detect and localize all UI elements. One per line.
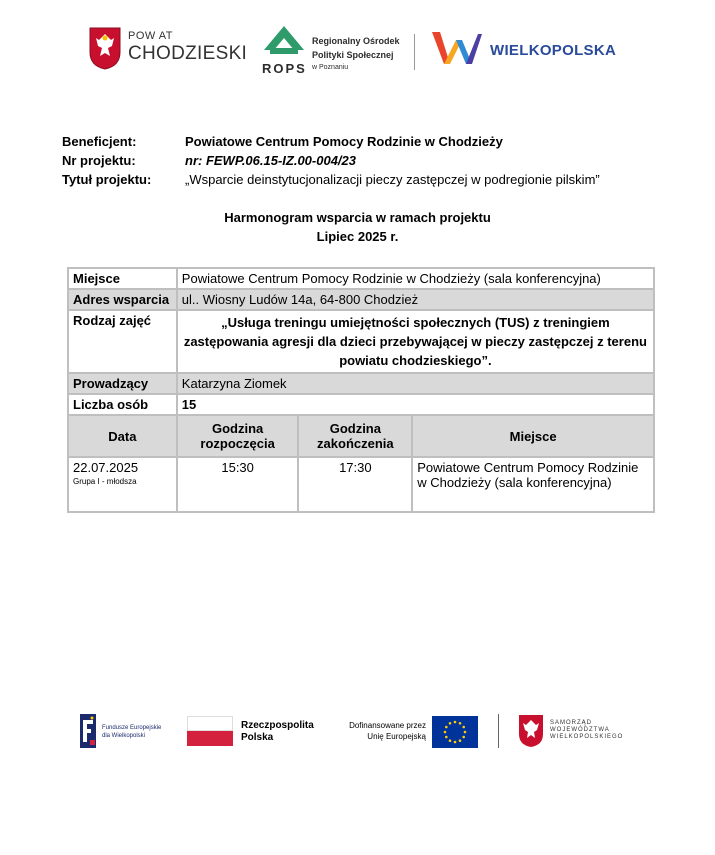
fe-text <box>102 724 161 740</box>
rp-text <box>241 720 314 744</box>
beneficjent-value: Powiatowe Centrum Pomocy Rodzinie w Chodzieży <box>185 134 503 149</box>
rops-name: ROPS <box>262 61 307 76</box>
rops-line-2: Polityki Społecznej <box>312 50 394 60</box>
adres-label: Adres wsparcia <box>68 289 177 310</box>
table-row-liczba <box>68 394 654 415</box>
col-data-header: Data <box>68 415 177 457</box>
wielkopolska-w-icon <box>430 26 482 70</box>
rops-line-3: w Poznaniu <box>312 64 349 71</box>
rops-line-1: Regionalny Ośrodek <box>312 36 400 46</box>
row-date-cell <box>68 457 177 512</box>
wielkopolska-eagle-crest-icon <box>518 714 544 748</box>
beneficjent-label: Beneficjent: <box>62 134 137 149</box>
adres-value: ul.. Wiosny Ludów 14a, 64-800 Chodzież <box>177 289 654 310</box>
wielkopolska-logo <box>430 26 617 74</box>
rops-mark-icon <box>262 26 306 58</box>
schedule-table <box>67 267 655 513</box>
table-row <box>68 457 654 512</box>
col-miejsce-header: Miejsce <box>412 415 654 457</box>
row-place: Powiatowe Centrum Pomocy Rodzinie w Chodzieży (sala konferencyjna) <box>412 457 654 512</box>
rodzaj-value: „Usługa treningu umiejętności społecznych (TUS) z treningiem zastępowania agresji dla dzieci przebywającej w pieczy zastępczej z terenu powiatu chodzieskiego”. <box>177 310 654 373</box>
table-header-row <box>68 415 654 457</box>
month-title: Lipiec 2025 r. <box>316 229 399 244</box>
miejsce-label: Miejsce <box>68 268 177 289</box>
project-info <box>62 132 650 189</box>
table-row-adres <box>68 289 654 310</box>
table-row-prowadzacy <box>68 373 654 394</box>
powiat-top-text: POW AT <box>128 30 173 42</box>
rp-line-2: Polska <box>241 732 274 743</box>
ue-line-2: Unię Europejską <box>367 732 426 741</box>
liczba-value: 15 <box>177 394 654 415</box>
prowadzacy-label: Prowadzący <box>68 373 177 394</box>
polish-flag-red <box>187 731 233 746</box>
powiat-crest-icon <box>88 26 122 70</box>
footer-logos <box>0 712 715 756</box>
ue-line-1: Dofinansowane przez <box>349 721 426 730</box>
table-row-rodzaj <box>68 310 654 373</box>
fe-line-1: Fundusze Europejskie <box>102 725 162 731</box>
row-end: 17:30 <box>298 457 412 512</box>
tytul-projektu-value: „Wsparcie deinstytucjonalizacji pieczy zastępczej w podregionie pilskim” <box>185 172 600 187</box>
liczba-label: Liczba osób <box>68 394 177 415</box>
sw-line-1: SAMORZĄD <box>550 720 593 726</box>
polish-flag-white <box>187 716 233 731</box>
rops-logo <box>262 26 412 78</box>
nr-projektu-label: Nr projektu: <box>62 153 136 168</box>
nr-projektu-value: nr: FEWP.06.15-IZ.00-004/23 <box>185 153 357 168</box>
row-date: 22.07.2025 <box>73 460 139 475</box>
rodzaj-label: Rodzaj zajęć <box>68 310 177 373</box>
wielkopolska-text: WIELKOPOLSKA <box>490 42 617 59</box>
harmonogram-title: Harmonogram wsparcia w ramach projektu <box>224 210 491 225</box>
row-group: Grupa I - młodsza <box>73 477 137 486</box>
powiat-chodzieski-logo <box>88 26 248 74</box>
col-start-header: Godzina rozpoczęcia <box>177 415 299 457</box>
sw-text <box>550 720 623 741</box>
sw-line-3: WIELKOPOLSKIEGO <box>550 734 624 740</box>
header-logos <box>0 22 715 78</box>
ue-text <box>338 720 426 742</box>
col-end-header: Godzina zakończenia <box>298 415 412 457</box>
powiat-name-text: CHODZIESKI <box>128 43 248 64</box>
nr-projektu-row <box>62 151 650 170</box>
rp-line-1: Rzeczpospolita <box>241 720 314 731</box>
header-divider <box>414 34 415 70</box>
fe-line-2: dla Wielkopolski <box>102 733 146 739</box>
eu-flag-icon <box>432 716 478 748</box>
table-row-miejsce <box>68 268 654 289</box>
row-start: 15:30 <box>177 457 299 512</box>
sw-line-2: WOJEWÓDZTWA <box>550 727 610 733</box>
prowadzacy-value: Katarzyna Ziomek <box>177 373 654 394</box>
footer-divider <box>498 714 499 748</box>
tytul-projektu-label: Tytuł projektu: <box>62 172 152 187</box>
fe-mark-icon <box>80 714 96 748</box>
beneficjent-row <box>62 132 650 151</box>
miejsce-value: Powiatowe Centrum Pomocy Rodzinie w Chodzieży (sala konferencyjna) <box>177 268 654 289</box>
tytul-projektu-row <box>62 170 650 189</box>
